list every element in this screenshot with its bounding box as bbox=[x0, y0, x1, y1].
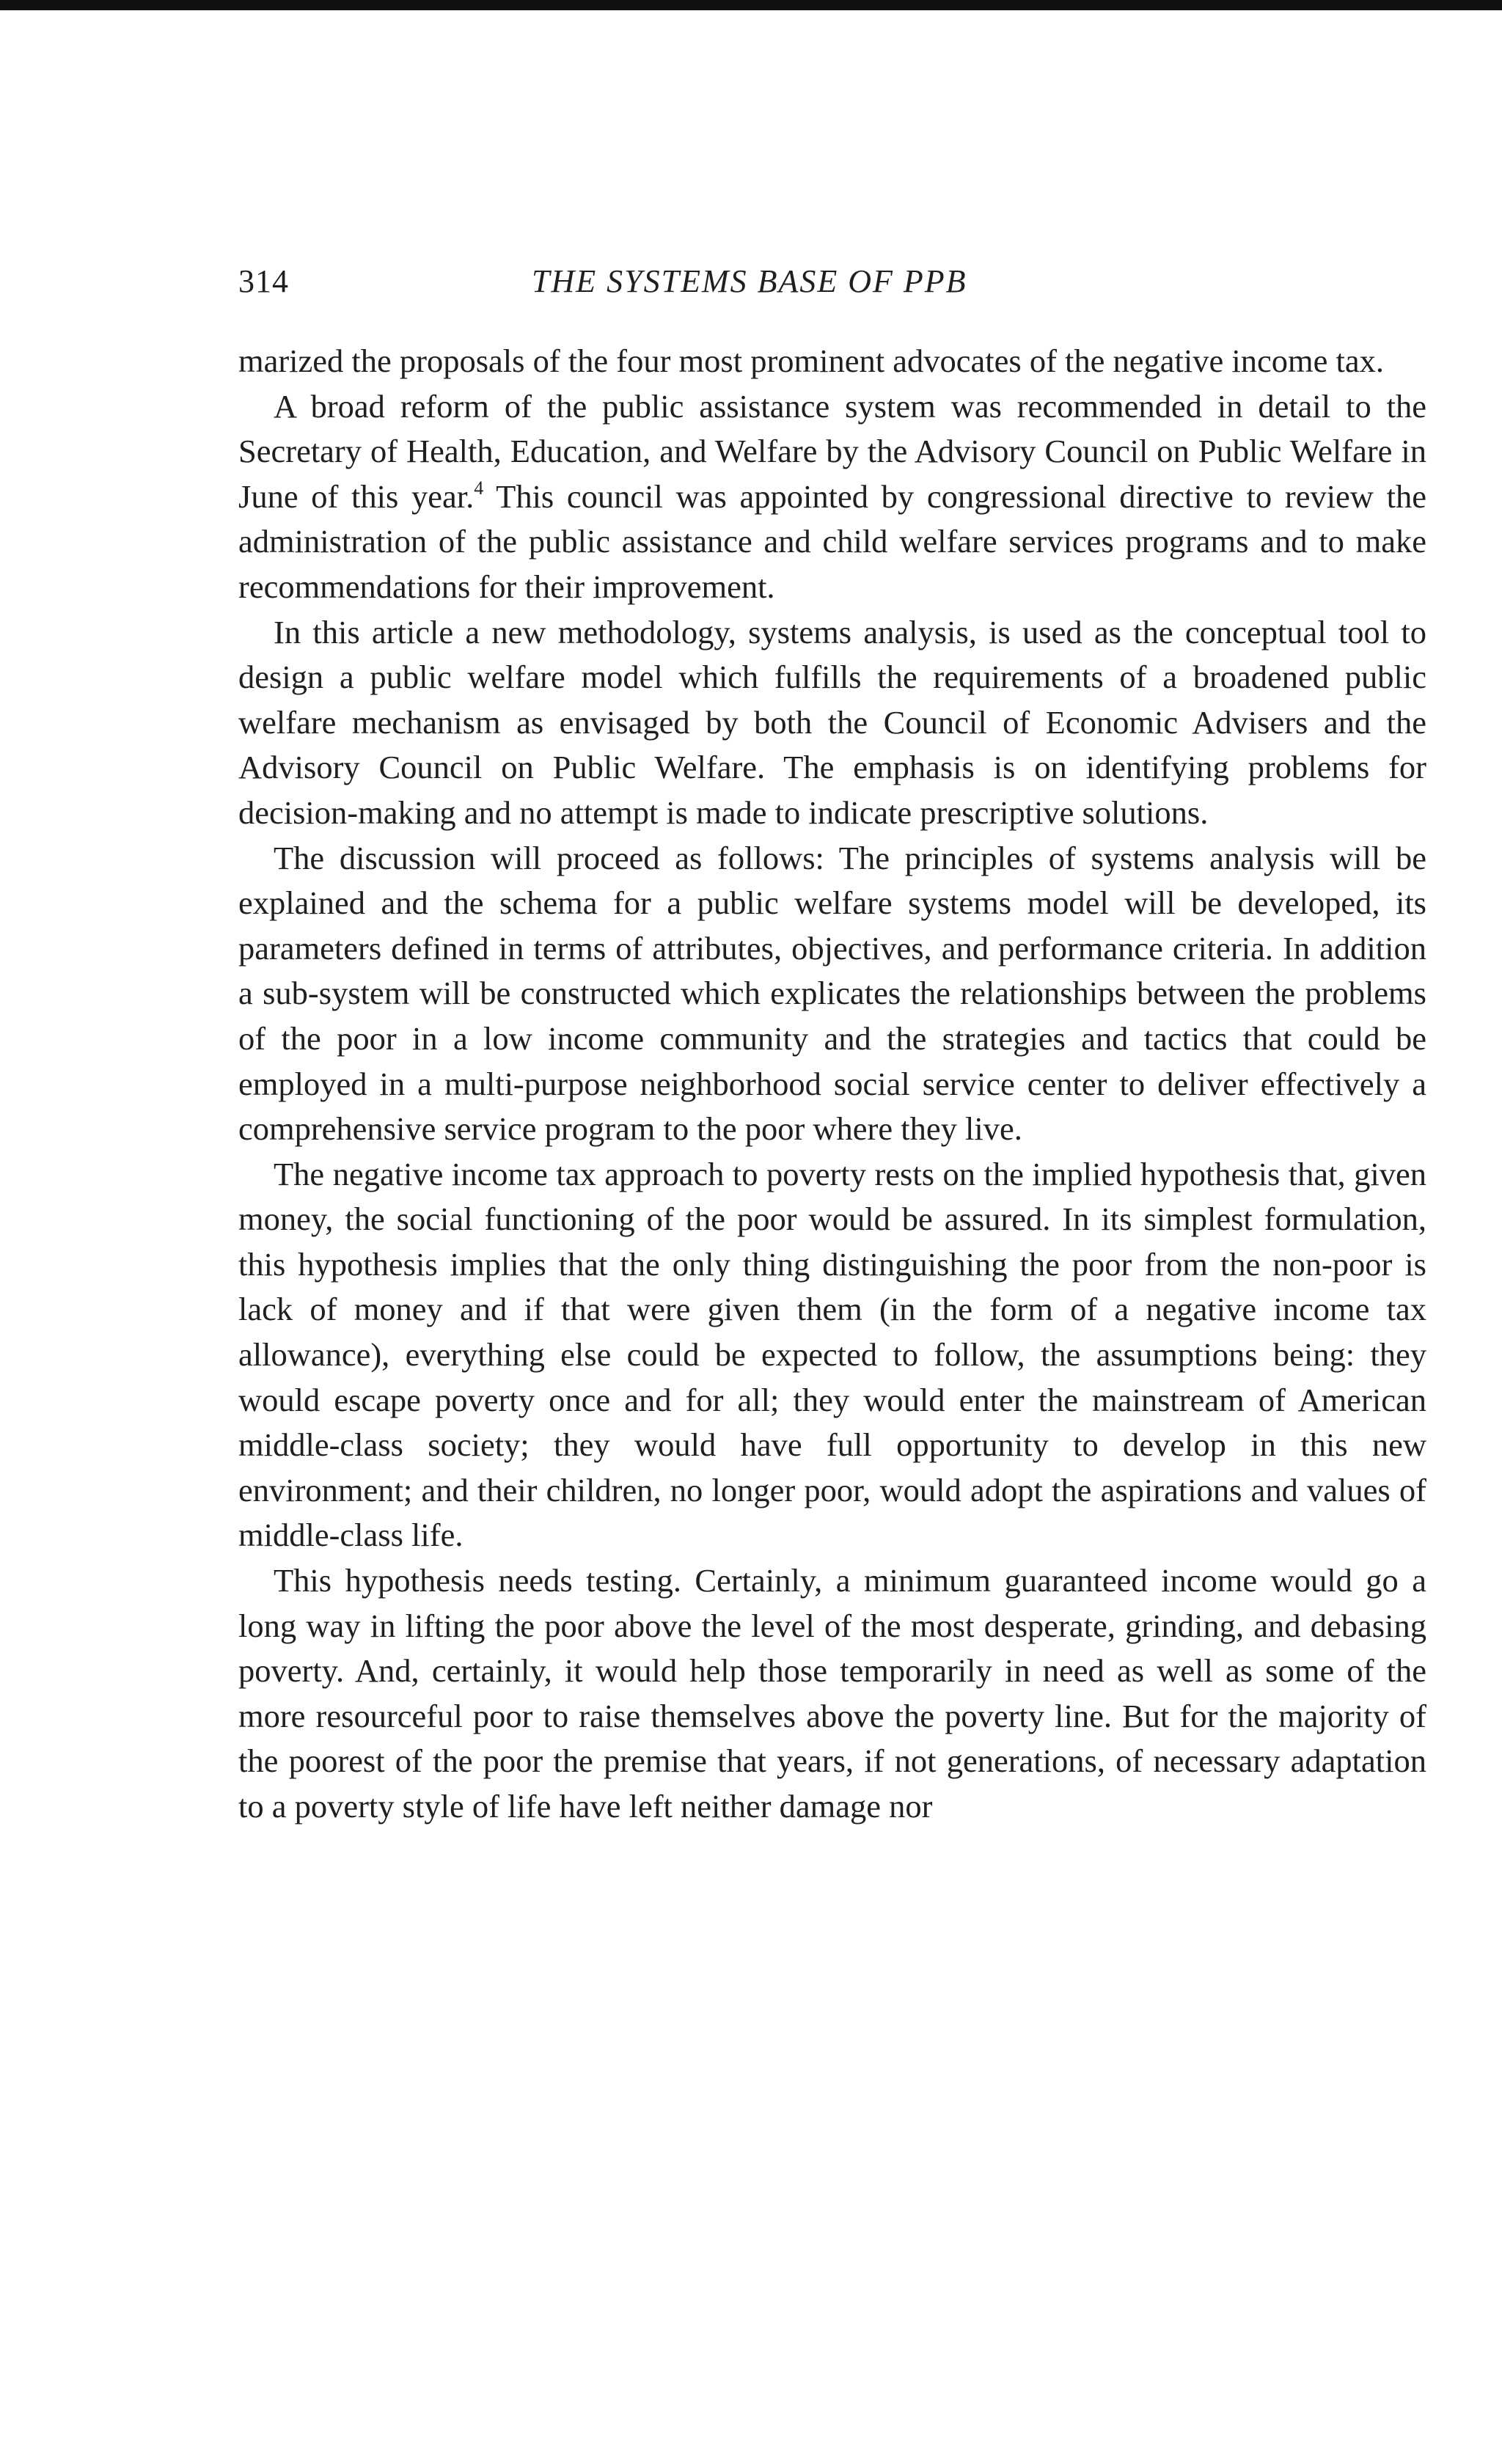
page-number: 314 bbox=[238, 263, 289, 299]
paragraph-text: A broad reform of the public assistance system was recommended in detail to the Secretary of Health, Education, and Welfare by the Advisory Council on Public Welfare in June of this year. bbox=[238, 387, 1426, 515]
body-text bbox=[238, 339, 1426, 1830]
paragraph-text: This council was appointed by congressional directive to review the administration of the public assistance and child welfare services programs and to make recommendations for their improvement. bbox=[238, 477, 1426, 605]
paragraph-methodology: In this article a new methodology, systems analysis, is used as the conceptual tool to design a public welfare model which fulfills the requirements of a broadened public welfare mechanism as envisaged by both the Council of Economic Advisers and the Advisory Council on Public Welfare. The emphasis is on identifying problems for decision-making and no attempt is made to indicate prescriptive solutions. bbox=[238, 613, 1426, 831]
top-border-rule bbox=[0, 0, 1502, 10]
paragraph-continuation: marized the proposals of the four most prominent advocates of the negative income tax. bbox=[238, 342, 1384, 379]
footnote-reference: 4 bbox=[474, 477, 484, 499]
running-head: THE SYSTEMS BASE OF PPB bbox=[532, 263, 967, 299]
paragraph-discussion: The discussion will proceed as follows: The principles of systems analysis will be explained and the schema for a public welfare systems model will be developed, its parameters defined in terms of attributes, objectives, and performance criteria. In addition a sub-system will be constructed which explicates the relationships between the problems of the poor in a low income community and the strategies and tactics that could be employed in a multi-purpose neighborhood social service center to deliver effectively a comprehensive service program to the poor where they live. bbox=[238, 839, 1426, 1148]
paragraph-negative-income-tax: The negative income tax approach to poverty rests on the implied hypothesis that, given money, the social functioning of the poor would be assured. In its simplest formulation, this hypothesis implies that the only thing distinguishing the poor from the non-poor is lack of money and if that were given them (in the form of a negative income tax allowance), everything else could be expected to follow, the assumptions being: they would escape poverty once and for all; they would enter the mainstream of American middle-class society; they would have full opportunity to develop in this new environment; and their children, no longer poor, would adopt the aspirations and values of middle-class life. bbox=[238, 1155, 1426, 1554]
paragraph-hypothesis: This hypothesis needs testing. Certainly, a minimum guaranteed income would go a long way in lifting the poor above the level of the most desperate, grinding, and debasing poverty. And, certainly, it would help those temporarily in need as well as some of the more resourceful poor to raise themselves above the poverty line. But for the majority of the poorest of the poor the premise that years, if not generations, of necessary adaptation to a poverty style of life have left neither damage nor bbox=[238, 1562, 1426, 1825]
paragraph-advisory-council bbox=[238, 384, 1426, 610]
page-header bbox=[238, 255, 1426, 314]
